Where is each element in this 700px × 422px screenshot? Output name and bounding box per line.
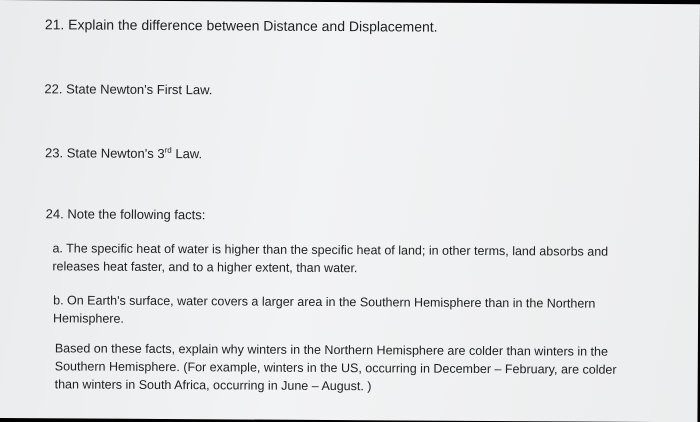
- explain-prompt: [55, 339, 695, 397]
- fact-a: [52, 239, 692, 279]
- explain-prompt-line-2: Southern Hemisphere. (For example, winters in the US, occurring in December – February, are colder: [54, 359, 617, 377]
- question-23-prefix: 23. State Newton's 3: [45, 145, 165, 162]
- question-23-suffix: Law.: [171, 146, 203, 162]
- question-24: 24. Note the following facts:: [45, 206, 206, 223]
- question-21: 21. Explain the difference between Distance and Displacement.: [44, 16, 438, 35]
- explain-prompt-line-3: than winters in South Africa, occurring in June – August. ): [54, 377, 372, 394]
- fact-b: [53, 291, 693, 331]
- ordinal-superscript: rd: [164, 145, 172, 155]
- question-23: [45, 144, 202, 163]
- question-22: 22. State Newton's First Law.: [44, 81, 213, 98]
- fact-b-line-2: Hemisphere.: [53, 311, 124, 326]
- fact-a-line-2: releases heat faster, and to a higher extent, than water.: [52, 259, 358, 276]
- fact-b-line-1: b. On Earth's surface, water covers a larger area in the Southern Hemisphere than in the Northern: [53, 293, 596, 311]
- fact-a-line-1: a. The specific heat of water is higher than the specific heat of land; in other terms, land absorbs and: [52, 241, 609, 259]
- explain-prompt-line-1: Based on these facts, explain why winters in the Northern Hemisphere are colder than winters in the: [54, 341, 608, 359]
